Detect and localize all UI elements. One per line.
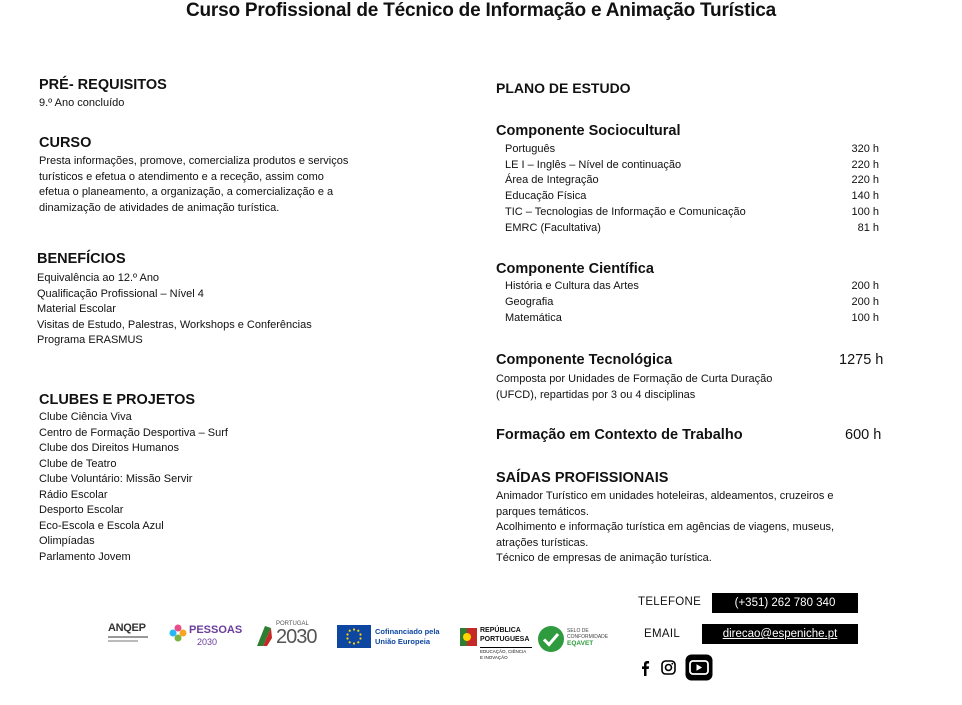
list-item: Clube de Teatro bbox=[39, 457, 117, 470]
subject-hours: 200 h bbox=[851, 296, 879, 308]
list-item: Centro de Formação Desportiva – Surf bbox=[39, 426, 228, 439]
list-item: Equivalência ao 12.º Ano bbox=[37, 272, 160, 284]
subject-hours: 100 h bbox=[851, 312, 879, 324]
list-item: Clube dos Direitos Humanos bbox=[39, 442, 180, 454]
subject-row bbox=[505, 159, 879, 175]
list-item: Clube Voluntário: Missão Servir bbox=[39, 473, 193, 485]
anqep-divider bbox=[108, 636, 148, 638]
subject-name: História e Cultura das Artes bbox=[505, 280, 639, 292]
republica-logo-line: PORTUGUESA bbox=[480, 636, 530, 643]
republica-portuguesa-logo bbox=[460, 626, 535, 664]
study-plan-heading: PLANO DE ESTUDO bbox=[496, 80, 631, 96]
email-label: EMAIL bbox=[644, 628, 681, 640]
list-item: Clube Ciência Viva bbox=[39, 411, 132, 423]
careers-text bbox=[496, 489, 896, 567]
career-line: Acolhimento e informação turística em agências de viagens, museus, bbox=[496, 521, 835, 533]
technological-description bbox=[496, 372, 772, 403]
subject-name: Português bbox=[505, 143, 556, 155]
career-line: parques temáticos. bbox=[496, 505, 589, 518]
subject-hours: 200 h bbox=[851, 280, 879, 292]
scientific-heading: Componente Científica bbox=[496, 261, 654, 277]
workplace-heading: Formação em Contexto de Trabalho bbox=[496, 427, 743, 443]
technological-hours: 1275 h bbox=[839, 352, 884, 368]
subject-hours: 81 h bbox=[857, 222, 879, 234]
list-item: Material Escolar bbox=[37, 303, 116, 315]
clubs-heading: CLUBES E PROJETOS bbox=[39, 392, 196, 408]
careers-heading: SAÍDAS PROFISSIONAIS bbox=[496, 470, 669, 486]
sociocultural-subjects bbox=[505, 143, 879, 239]
portugal-shield-icon bbox=[460, 628, 477, 646]
prerequisites-heading: PRÉ- REQUISITOS bbox=[39, 77, 167, 93]
technological-heading: Componente Tecnológica bbox=[496, 352, 673, 368]
scientific-subjects bbox=[505, 280, 879, 328]
document-title: Curso Profissional de Técnico de Informação e Animação Turística bbox=[185, 0, 777, 21]
subject-row bbox=[505, 174, 879, 190]
youtube-icon[interactable] bbox=[685, 654, 713, 681]
career-line: Animador Turístico em unidades hoteleiras, aldeamentos, cruzeiros e bbox=[496, 490, 834, 502]
facebook-icon[interactable] bbox=[640, 660, 650, 676]
email-link[interactable]: direcao@espeniche.pt bbox=[702, 624, 858, 644]
republica-logo-line: REPÚBLICA bbox=[480, 627, 521, 634]
anqep-divider bbox=[108, 640, 138, 642]
subject-row bbox=[505, 190, 879, 206]
pessoas-logo-text: PESSOAS bbox=[189, 624, 243, 636]
benefits-list bbox=[37, 271, 312, 349]
sociocultural-heading: Componente Sociocultural bbox=[496, 123, 681, 139]
subject-row bbox=[505, 296, 879, 312]
course-line: dinamização de atividades de animação turística. bbox=[39, 201, 280, 214]
subject-name: Educação Física bbox=[505, 190, 587, 202]
career-line: atrações turísticas. bbox=[496, 536, 589, 549]
course-description bbox=[39, 154, 399, 216]
subject-name: EMRC (Facultativa) bbox=[505, 222, 601, 234]
eqavet-check-icon bbox=[537, 625, 565, 653]
list-item: Parlamento Jovem bbox=[39, 550, 131, 563]
subject-row bbox=[505, 222, 879, 238]
republica-divider bbox=[480, 647, 532, 648]
course-line: turísticos e efetua o atendimento e a receção, assim como bbox=[39, 170, 324, 183]
phone-number[interactable]: (+351) 262 780 340 bbox=[712, 593, 858, 613]
subject-name: Geografia bbox=[505, 296, 554, 308]
subject-name: Matemática bbox=[505, 312, 562, 324]
subject-hours: 100 h bbox=[851, 206, 879, 218]
description-line: (UFCD), repartidas por 3 ou 4 disciplinas bbox=[496, 388, 696, 401]
eu-flag-icon bbox=[337, 625, 371, 648]
eu-logo-line: União Europeia bbox=[375, 637, 431, 646]
prerequisites-text: 9.º Ano concluído bbox=[39, 97, 125, 109]
pessoas-2030-logo bbox=[169, 622, 241, 650]
eu-logo-line: Cofinanciado pela bbox=[375, 627, 440, 636]
portugal-2030-logo bbox=[255, 620, 325, 652]
subject-hours: 220 h bbox=[851, 159, 879, 171]
eqavet-logo-line: CONFORMIDADE bbox=[567, 634, 609, 640]
instagram-icon[interactable] bbox=[661, 660, 676, 675]
eqavet-logo-line: SELO DE bbox=[567, 628, 589, 634]
eqavet-logo bbox=[537, 625, 617, 655]
pessoas-logo-year: 2030 bbox=[197, 637, 218, 647]
list-item: Rádio Escolar bbox=[39, 488, 108, 501]
subject-row bbox=[505, 143, 879, 159]
subject-name: LE I – Inglês – Nível de continuação bbox=[505, 159, 682, 171]
republica-logo-line: E INOVAÇÃO bbox=[480, 655, 508, 660]
course-line: Presta informações, promove, comercializa produtos e serviços bbox=[39, 155, 349, 167]
list-item: Olimpíadas bbox=[39, 535, 95, 547]
anqep-logo bbox=[108, 622, 164, 650]
subject-hours: 220 h bbox=[851, 174, 879, 186]
subject-name: TIC – Tecnologias de Informação e Comunicação bbox=[505, 206, 746, 218]
portugal-logo-year: 2030 bbox=[276, 626, 317, 648]
subject-name: Área de Integração bbox=[505, 174, 599, 186]
course-heading: CURSO bbox=[39, 135, 92, 151]
benefits-heading: BENEFÍCIOS bbox=[37, 251, 126, 267]
list-item: Programa ERASMUS bbox=[37, 334, 143, 346]
career-line: Técnico de empresas de animação turística. bbox=[496, 552, 712, 564]
subject-row bbox=[505, 312, 879, 328]
phone-label: TELEFONE bbox=[638, 596, 702, 608]
portugal-flag-icon bbox=[255, 624, 273, 648]
description-line: Composta por Unidades de Formação de Curta Duração bbox=[496, 373, 773, 385]
subject-hours: 140 h bbox=[851, 190, 879, 202]
course-line: efetua o planeamento, a organização, a comercialização e a bbox=[39, 186, 334, 198]
clubs-list bbox=[39, 410, 228, 565]
pessoas-flower-icon bbox=[169, 624, 187, 642]
subject-hours: 320 h bbox=[851, 143, 879, 155]
portugal-logo-label: PORTUGAL bbox=[276, 621, 309, 627]
list-item: Eco-Escola e Escola Azul bbox=[39, 519, 164, 532]
workplace-hours: 600 h bbox=[845, 427, 882, 443]
list-item: Desporto Escolar bbox=[39, 504, 124, 516]
anqep-logo-text: ANQEP bbox=[108, 622, 146, 634]
eqavet-logo-line: EQAVET bbox=[567, 640, 594, 647]
list-item: Qualificação Profissional – Nível 4 bbox=[37, 287, 204, 300]
subject-row bbox=[505, 206, 879, 222]
list-item: Visitas de Estudo, Palestras, Workshops e Conferências bbox=[37, 318, 312, 331]
eu-cofinanced-logo bbox=[337, 625, 447, 649]
republica-logo-line: EDUCAÇÃO, CIÊNCIA bbox=[480, 649, 527, 654]
subject-row bbox=[505, 280, 879, 296]
